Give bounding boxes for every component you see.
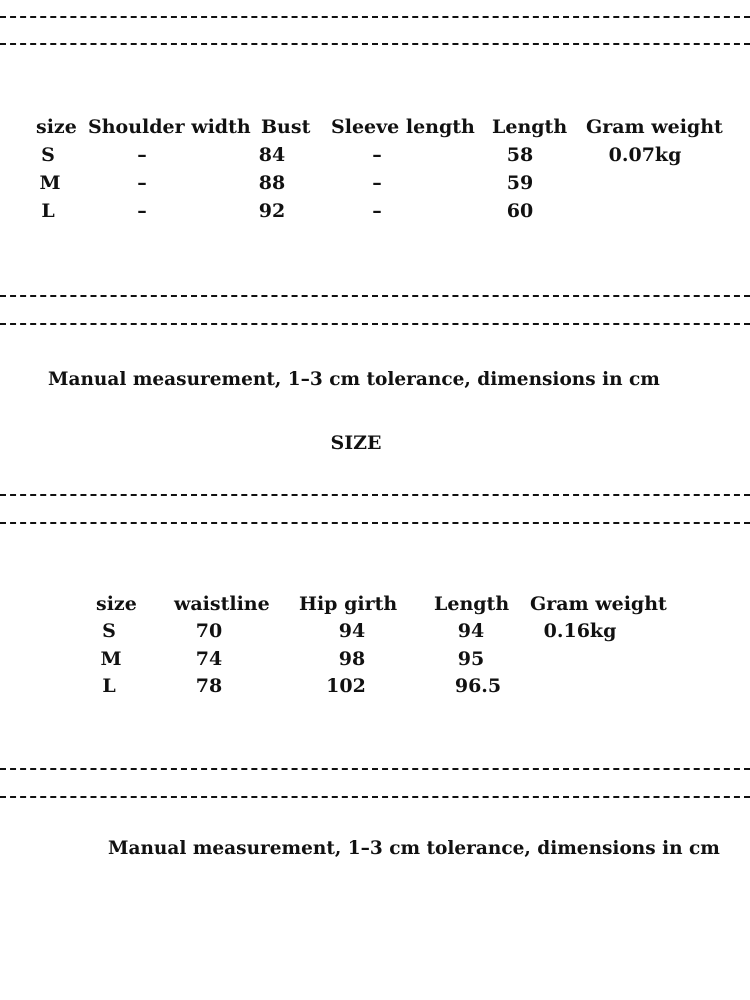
- table-cell: –: [137, 144, 147, 166]
- divider: [0, 522, 750, 524]
- table-cell: S: [41, 144, 55, 166]
- table-cell: –: [372, 172, 382, 194]
- bottom-header-hip-girth: Hip girth: [299, 593, 398, 615]
- table-cell: L: [102, 675, 116, 697]
- top-header-bust: Bust: [261, 116, 311, 138]
- divider: [0, 16, 750, 18]
- table-cell: 70: [195, 620, 223, 642]
- table-cell: –: [372, 144, 382, 166]
- table-cell: 98: [338, 648, 366, 670]
- top-header-size: size: [36, 116, 77, 138]
- table-cell: M: [100, 648, 122, 670]
- divider: [0, 494, 750, 496]
- top-header-shoulder-width: Shoulder width: [88, 116, 251, 138]
- table-cell: 59: [506, 172, 534, 194]
- measurement-note: Manual measurement, 1–3 cm tolerance, dimensions in cm: [48, 369, 660, 390]
- table-cell: 0.16kg: [543, 620, 617, 642]
- table-cell: 58: [506, 144, 534, 166]
- divider: [0, 323, 750, 325]
- table-cell: S: [102, 620, 116, 642]
- measurement-note: Manual measurement, 1–3 cm tolerance, dimensions in cm: [108, 838, 720, 859]
- table-cell: 102: [326, 675, 366, 697]
- table-cell: 96.5: [454, 675, 502, 697]
- top-header-length: Length: [492, 116, 568, 138]
- table-cell: M: [39, 172, 61, 194]
- table-cell: 92: [258, 200, 286, 222]
- bottom-header-gram-weight: Gram weight: [530, 593, 667, 615]
- divider: [0, 43, 750, 45]
- size-heading: SIZE: [330, 432, 382, 454]
- table-cell: 88: [258, 172, 286, 194]
- top-header-gram-weight: Gram weight: [586, 116, 723, 138]
- table-cell: 0.07kg: [608, 144, 682, 166]
- bottom-header-size: size: [96, 593, 137, 615]
- divider: [0, 295, 750, 297]
- table-cell: 94: [338, 620, 366, 642]
- table-cell: 95: [457, 648, 485, 670]
- divider: [0, 768, 750, 770]
- bottom-header-waistline: waistline: [174, 593, 270, 615]
- table-cell: –: [137, 172, 147, 194]
- table-cell: 94: [457, 620, 485, 642]
- table-cell: –: [372, 200, 382, 222]
- divider: [0, 796, 750, 798]
- table-cell: 78: [195, 675, 223, 697]
- bottom-header-length: Length: [434, 593, 510, 615]
- table-cell: 60: [506, 200, 534, 222]
- table-cell: –: [137, 200, 147, 222]
- table-cell: 84: [258, 144, 286, 166]
- top-header-sleeve-length: Sleeve length: [331, 116, 475, 138]
- table-cell: L: [41, 200, 55, 222]
- table-cell: 74: [195, 648, 223, 670]
